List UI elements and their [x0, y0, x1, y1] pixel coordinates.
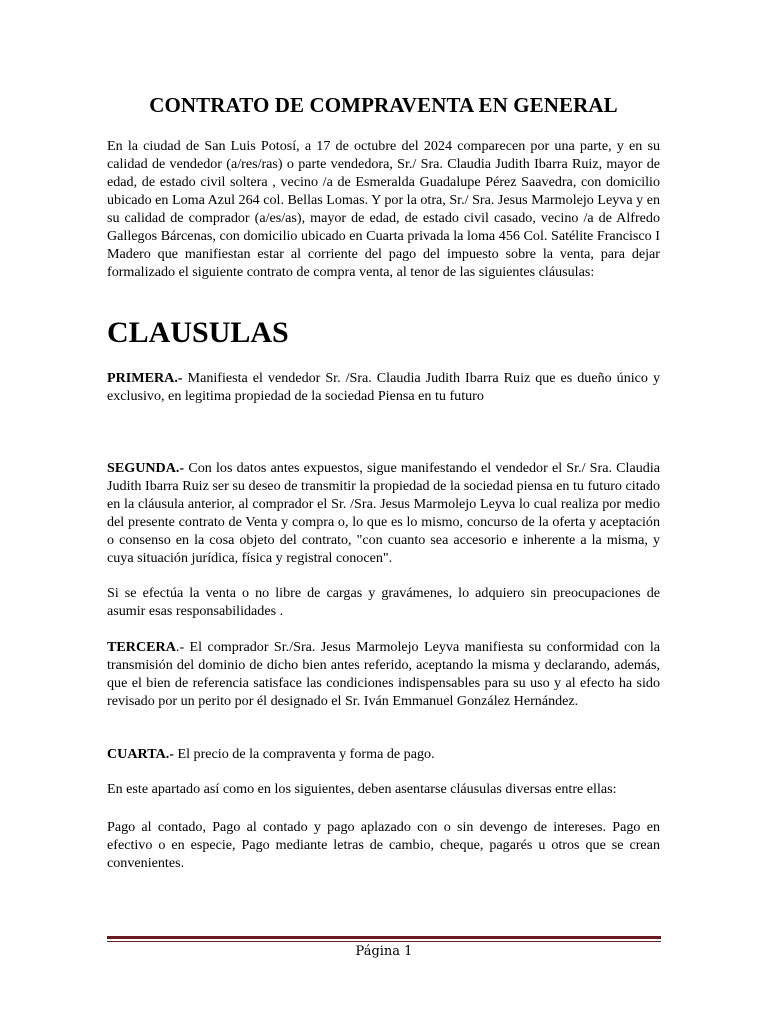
intro-paragraph: En la ciudad de San Luis Potosí, a 17 de octubre del 2024 comparecen por una parte, y en su calidad de vendedor (a/res/ras) o parte vendedora, Sr./ Sra. Claudia Judith Ibarra Ruiz, mayor de edad, de estado civil soltera , vecino /a de Esmeralda Guadalupe Pérez Saavedra, con domicilio ubicado en Loma Azul 264 col. Bellas Lomas. Y por la otra, Sr./ Sra. Jesus Marmolejo Leyva y en su calidad de comprador (a/es/as), mayor de edad, de estado civil casado, vecino /a de Alfredo Gallegos Bárcenas, con domicilio ubicado en Cuarta privada la loma 456 Col. Satélite Francisco I Madero que manifiestan estar al corriente del pago del impuesto sobre la venta, para dejar formalizado el siguiente contrato de compra venta, al tenor de las siguientes cláusulas:: [107, 138, 660, 280]
clause-segunda: [107, 459, 660, 567]
efectua-paragraph: Si se efectúa la venta o no libre de cargas y gravámenes, lo adquiero sin preocupaciones de asumir esas responsabilidades .: [107, 585, 660, 619]
pago-paragraph: Pago al contado, Pago al contado y pago aplazado con o sin devengo de intereses. Pago en efectivo o en especie, Pago mediante letras de cambio, cheque, pagarés u otros que se crean convenientes.: [107, 819, 660, 871]
clausulas-heading: CLAUSULAS: [107, 316, 289, 349]
clause-primera: [107, 369, 660, 405]
apartado-paragraph: En este apartado así como en los siguientes, deben asentarse cláusulas diversas entre ellas:: [107, 781, 617, 797]
clause-tercera-text: .- El comprador Sr./Sra. Jesus Marmolejo Leyva manifiesta su conformidad con la transmisión del dominio de dicho bien antes referido, aceptando la misma y declarando, además, que el bien de referencia satisface las condiciones indispensables para su uso y al efecto ha sido revisado por un perito por él designado el Sr. Iván Emmanuel González Hernández.: [107, 639, 660, 709]
footer-rule-thin: [107, 941, 661, 942]
page-number: Página 1: [355, 944, 413, 959]
clause-segunda-label: SEGUNDA.-: [107, 460, 185, 476]
clause-cuarta-label: CUARTA.-: [107, 746, 174, 762]
clause-tercera: [107, 638, 660, 710]
footer-rule-thick: [107, 936, 661, 939]
clause-segunda-text: Con los datos antes expuestos, sigue manifestando el vendedor el Sr./ Sra. Claudia Judith Ibarra Ruiz ser su deseo de transmitir la propiedad de la sociedad piensa en tu futuro citado en la cláusula anterior, al comprador el Sr. /Sra. Jesus Marmolejo Leyva lo cual realiza por medio del presente contrato de Venta y compra o, lo que es lo mismo, concurso de la oferta y aceptación o consenso en la cosa objeto del contrato, "con cuanto sea accesorio e inherente a la misma, y cuya situación jurídica, física y registral conocen".: [107, 460, 660, 566]
clause-primera-label: PRIMERA.-: [107, 370, 183, 386]
clause-cuarta: [107, 745, 660, 763]
clause-tercera-label: TERCERA: [107, 639, 176, 655]
clause-cuarta-text: El precio de la compraventa y forma de pago.: [173, 746, 435, 762]
document-title: CONTRATO DE COMPRAVENTA EN GENERAL: [149, 93, 618, 117]
clause-primera-text: Manifiesta el vendedor Sr. /Sra. Claudia Judith Ibarra Ruiz que es dueño único y exclusivo, en legitima propiedad de la sociedad Piensa en tu futuro: [107, 370, 660, 404]
